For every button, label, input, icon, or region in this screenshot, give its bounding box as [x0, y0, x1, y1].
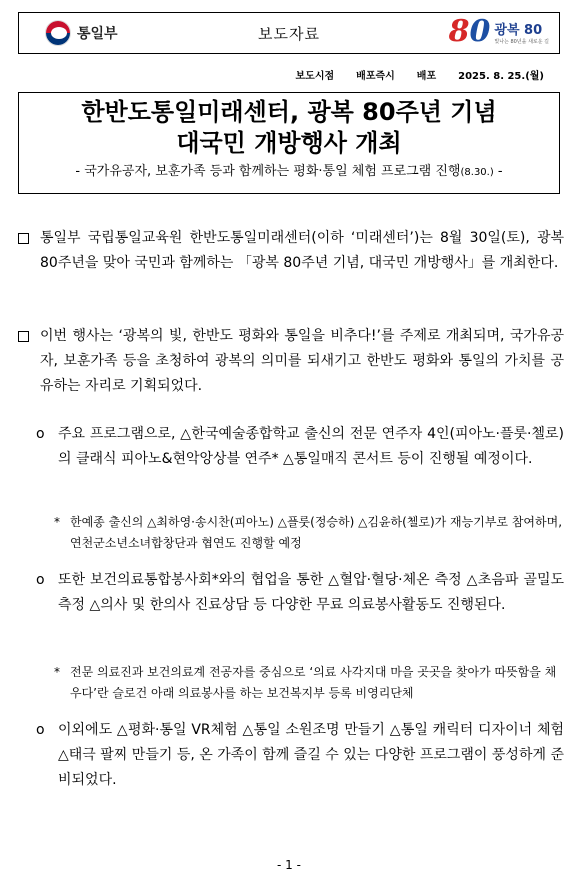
- liberation-80-logo: [448, 14, 549, 49]
- footnote-2: * 전문 의료진과 보건의료계 전공자를 중심으로 ‘의료 사각지대 마을 곳곳을 찾아가 따뜻함을 채우다’란 슬로건 아래 의료봉사를 하는 보건복지부 등록 비영리단체: [54, 662, 564, 704]
- doc-type-title: 보도자료: [258, 25, 320, 43]
- release-label: 보도시점: [295, 71, 335, 82]
- square-bullet-icon: [18, 233, 29, 244]
- anniversary-slogan: 빛나는 80년을 새로운 길: [494, 39, 549, 45]
- header-box: [18, 12, 560, 54]
- anniversary-80-emblem-icon: 80: [448, 14, 491, 49]
- subtitle: - 국가유공자, 보훈가족 등과 함께하는 평화·통일 체험 프로그램 진행(8.30.) -: [75, 164, 503, 179]
- release-meta: [296, 67, 544, 82]
- sub-item-1: o 주요 프로그램으로, △한국예술종합학교 출신의 전문 연주자 4인(피아노·플룻·첼로)의 클래식 피아노&현악앙상블 연주* △통일매직 콘서트 등이 진행될 예정이다.: [36, 422, 564, 472]
- footnote-1: * 한예종 출신의 △최하영·송시찬(피아노) △플룻(정승하) △김윤하(첼로)가 재능기부로 참여하며, 연천군소년소녀합창단과 협연도 진행할 예정: [54, 512, 564, 554]
- date-label: 배포: [416, 71, 437, 82]
- circle-bullet: o: [36, 722, 45, 738]
- asterisk-bullet: *: [54, 665, 60, 679]
- subtitle-date: (8.30.): [460, 167, 494, 178]
- date-value: 2025. 8. 25.(월): [458, 71, 544, 82]
- circle-bullet: o: [36, 426, 45, 442]
- circle-bullet: o: [36, 572, 45, 588]
- paragraph-2: 이번 행사는 ‘광복의 빛, 한반도 평화와 통일을 비추다!’를 주제로 개최되며, 국가유공자, 보훈가족 등을 초청하여 광복의 의미를 되새기고 한반도 평화와 통일의 가치를 공유하는 자리로 기획되었다.: [18, 324, 564, 399]
- release-value: 배포즉시: [356, 71, 395, 82]
- ministry-name: 통일부: [77, 26, 118, 42]
- headline-line-1: 한반도통일미래센터, 광복 80주년 기념: [81, 98, 497, 126]
- paragraph-1: 통일부 국립통일교육원 한반도통일미래센터(이하 ‘미래센터’)는 8월 30일(토), 광복 80주년을 맞아 국민과 함께하는 「광복 80주년 기념, 대국민 개방행사」를 개최한다.: [18, 226, 564, 276]
- asterisk-bullet: *: [54, 515, 60, 529]
- square-bullet-icon: [18, 331, 29, 342]
- sub-item-2: o 또한 보건의료통합봉사회*와의 협업을 통한 △혈압·혈당·체온 측정 △초음파 골밀도 측정 △의사 및 한의사 진료상담 등 다양한 무료 의료봉사활동도 진행된다.: [36, 568, 564, 618]
- page-number: - 1 -: [277, 858, 301, 872]
- sub-item-3: o 이외에도 △평화·통일 VR체험 △통일 소원조명 만들기 △통일 캐릭터 디자이너 체험 △태극 팔찌 만들기 등, 온 가족이 함께 즐길 수 있는 다양한 프로그램이 풍성하게 준비되었다.: [36, 718, 564, 793]
- anniversary-name: 광복 80: [494, 23, 543, 38]
- headline-line-2: 대국민 개방행사 개최: [176, 129, 402, 157]
- title-box: [18, 92, 560, 194]
